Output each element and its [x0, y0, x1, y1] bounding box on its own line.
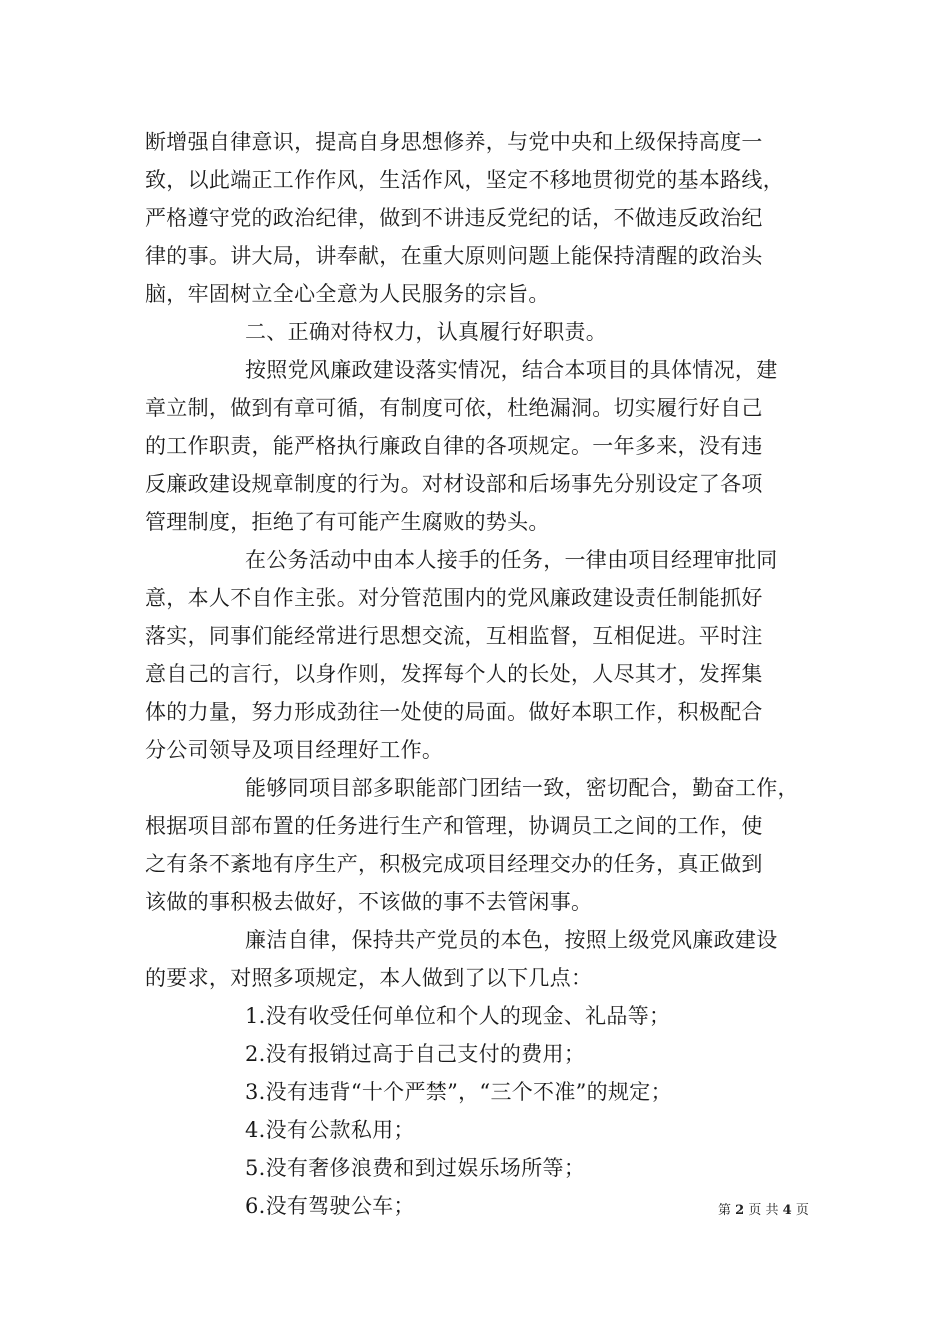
list-item: 2.没有报销过高于自己支付的费用； — [245, 1042, 586, 1066]
body-line: 落实，同事们能经常进行思想交流，互相监督，互相促进。平时注 — [145, 624, 763, 648]
list-item: 4.没有公款私用； — [245, 1118, 415, 1142]
body-line: 体的力量，努力形成劲往一处使的局面。做好本职工作，积极配合 — [145, 700, 763, 724]
list-item: 1.没有收受任何单位和个人的现金、礼品等； — [245, 1004, 671, 1028]
body-line: 分公司领导及项目经理好工作。 — [145, 738, 444, 762]
body-line: 管理制度，拒绝了有可能产生腐败的势头。 — [145, 510, 550, 534]
section-heading: 二、正确对待权力，认真履行好职责。 — [245, 320, 608, 344]
body-line: 断增强自律意识，提高自身思想修养，与党中央和上级保持高度一 — [145, 130, 763, 154]
body-line: 脑，牢固树立全心全意为人民服务的宗旨。 — [145, 282, 550, 306]
body-line: 意，本人不自作主张。对分管范围内的党风廉政建设责任制能抓好 — [145, 586, 763, 610]
list-item: 3.没有违背“十个严禁”，“三个不准”的规定； — [245, 1080, 672, 1104]
body-line: 致，以此端正工作作风，生活作风，坚定不移地贯彻党的基本路线， — [145, 168, 784, 192]
body-line: 严格遵守党的政治纪律，做到不讲违反党纪的话，不做违反政治纪 — [145, 206, 763, 230]
body-line: 该做的事积极去做好，不该做的事不去管闲事。 — [145, 890, 593, 914]
body-line: 之有条不紊地有序生产，积极完成项目经理交办的任务，真正做到 — [145, 852, 763, 876]
footer-middle: 页 共 — [748, 1203, 779, 1218]
body-line: 律的事。讲大局，讲奉献，在重大原则问题上能保持清醒的政治头 — [145, 244, 763, 268]
paragraph-first-line: 能够同项目部多职能部门团结一致，密切配合，勤奋工作， — [245, 776, 799, 800]
page-footer — [718, 1202, 809, 1220]
body-line: 章立制，做到有章可循，有制度可依，杜绝漏洞。切实履行好自己 — [145, 396, 763, 420]
paragraph-first-line: 在公务活动中由本人接手的任务，一律由项目经理审批同 — [245, 548, 778, 572]
body-line: 反廉政建设规章制度的行为。对材设部和后场事先分别设定了各项 — [145, 472, 763, 496]
footer-prefix: 第 — [718, 1203, 732, 1218]
body-line: 意自己的言行，以身作则，发挥每个人的长处，人尽其才，发挥集 — [145, 662, 763, 686]
paragraph-first-line: 按照党风廉政建设落实情况，结合本项目的具体情况，建 — [245, 358, 778, 382]
paragraph-first-line: 廉洁自律，保持共产党员的本色，按照上级党风廉政建设 — [245, 928, 778, 952]
current-page-number: 2 — [735, 1203, 745, 1218]
footer-suffix: 页 — [795, 1203, 809, 1218]
list-item: 5.没有奢侈浪费和到过娱乐场所等； — [245, 1156, 586, 1180]
total-pages-number: 4 — [782, 1203, 792, 1218]
body-line: 根据项目部布置的任务进行生产和管理，协调员工之间的工作，使 — [145, 814, 763, 838]
body-line: 的工作职责，能严格执行廉政自律的各项规定。一年多来，没有违 — [145, 434, 763, 458]
body-line: 的要求，对照多项规定，本人做到了以下几点： — [145, 966, 593, 990]
list-item: 6.没有驾驶公车； — [245, 1194, 415, 1218]
